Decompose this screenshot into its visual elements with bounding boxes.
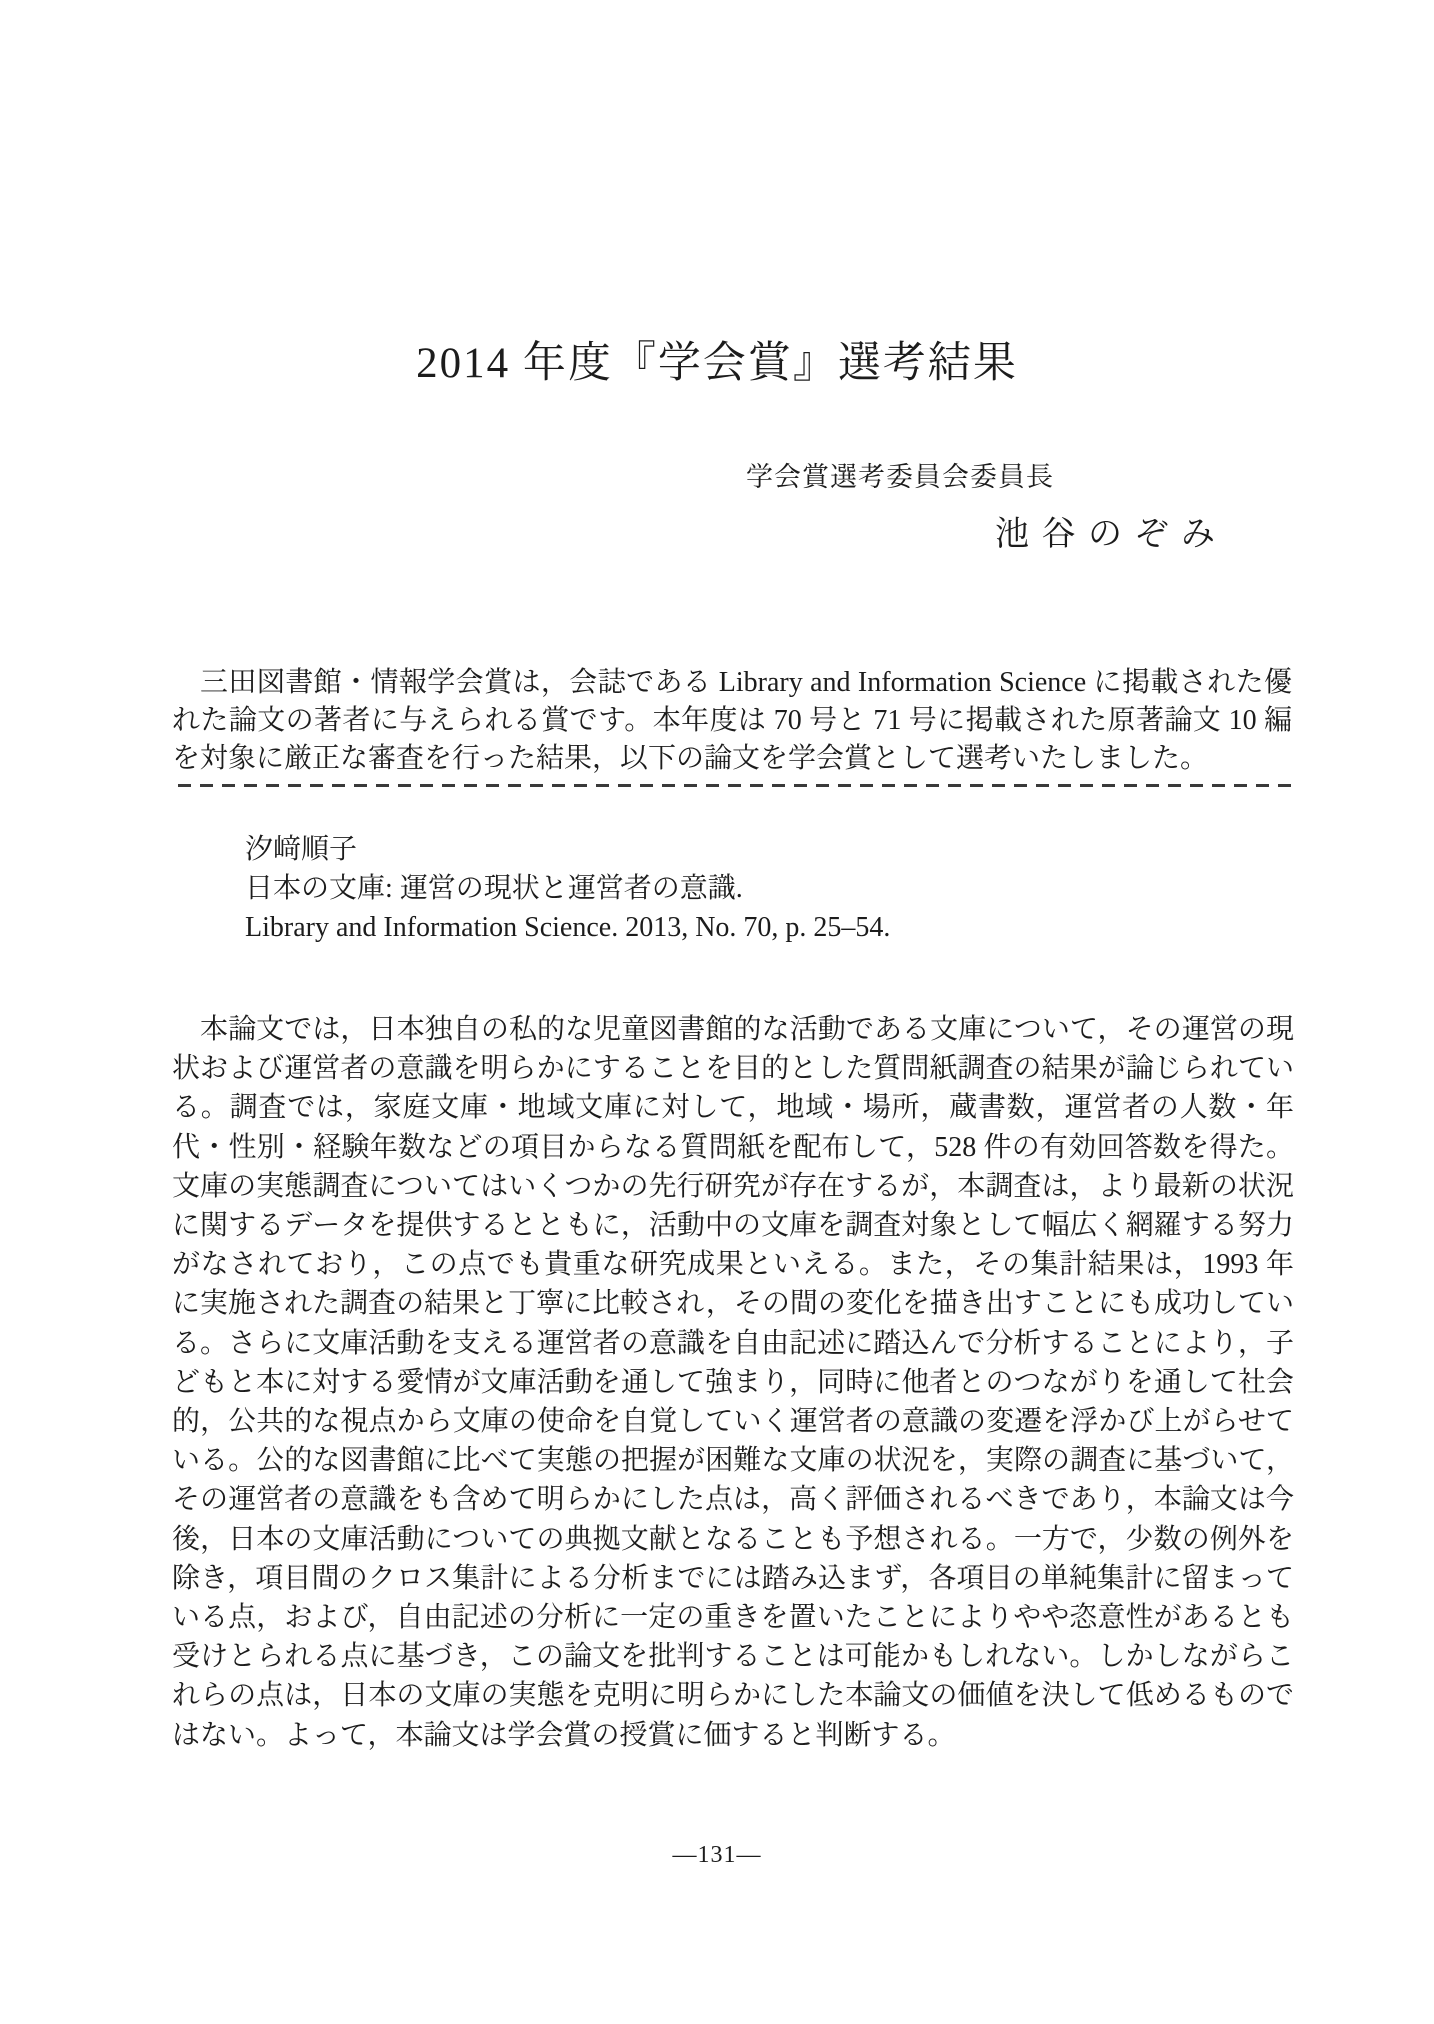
page-number: ―131―	[672, 1842, 762, 1868]
selected-work-title: 日本の文庫: 運営の現状と運営者の意識.	[245, 873, 743, 904]
intro-paragraph: 三田図書館・情報学会賞は，会誌である Library and Information Science に掲載された優れた論文の著者に与えられる賞です。本年度は 70 号と 71 号に掲載された原著論文 10 編を対象に厳正な審査を行った結果，以下の論文を学会賞として選考いたしました。	[172, 667, 1292, 774]
section-divider	[178, 784, 1293, 787]
page-title: 2014 年度『学会賞』選考結果	[416, 339, 1018, 387]
selected-work-author: 汐﨑順子	[245, 834, 358, 865]
review-paragraph: 本論文では，日本独自の私的な児童図書館的な活動である文庫について，その運営の現状および運営者の意識を明らかにすることを目的とした質問紙調査の結果が論じられている。調査では，家庭文庫・地域文庫に対して，地域・場所，蔵書数，運営者の人数・年代・性別・経験年数などの項目からなる質問紙を配布して，528 件の有効回答数を得た。文庫の実態調査についてはいくつかの先行研究が存在するが，本調査は，より最新の状況に関するデータを提供するとともに，活動中の文庫を調査対象として幅広く網羅する努力がなされており，この点でも貴重な研究成果といえる。また，その集計結果は，1993 年に実施された調査の結果と丁寧に比較され，その間の変化を描き出すことにも成功している。さらに文庫活動を支える運営者の意識を自由記述に踏込んで分析することにより，子どもと本に対する愛情が文庫活動を通して強まり，同時に他者とのつながりを通して社会的，公共的な視点から文庫の使命を自覚していく運営者の意識の変遷を浮かび上がらせている。公的な図書館に比べて実態の把握が困難な文庫の状況を，実際の調査に基づいて，その運営者の意識をも含めて明らかにした点は，高く評価されるべきであり，本論文は今後，日本の文庫活動についての典拠文献となることも予想される。一方で，少数の例外を除き，項目間のクロス集計による分析までには踏み込まず，各項目の単純集計に留まっている点，および，自由記述の分析に一定の重きを置いたことによりやや恣意性があるとも受けとられる点に基づき，この論文を批判することは可能かもしれない。しかしながらこれらの点は，日本の文庫の実態を克明に明らかにした本論文の価値を決して低めるものではない。よって，本論文は学会賞の授賞に価すると判断する。	[172, 1014, 1294, 1751]
selected-work-source: Library and Information Science. 2013, No. 70, p. 25–54.	[245, 912, 891, 943]
selected-work-citation	[245, 830, 890, 947]
committee-chair-name: 池 谷 の ぞ み	[995, 516, 1217, 553]
committee-role: 学会賞選考委員会委員長	[746, 462, 1054, 492]
